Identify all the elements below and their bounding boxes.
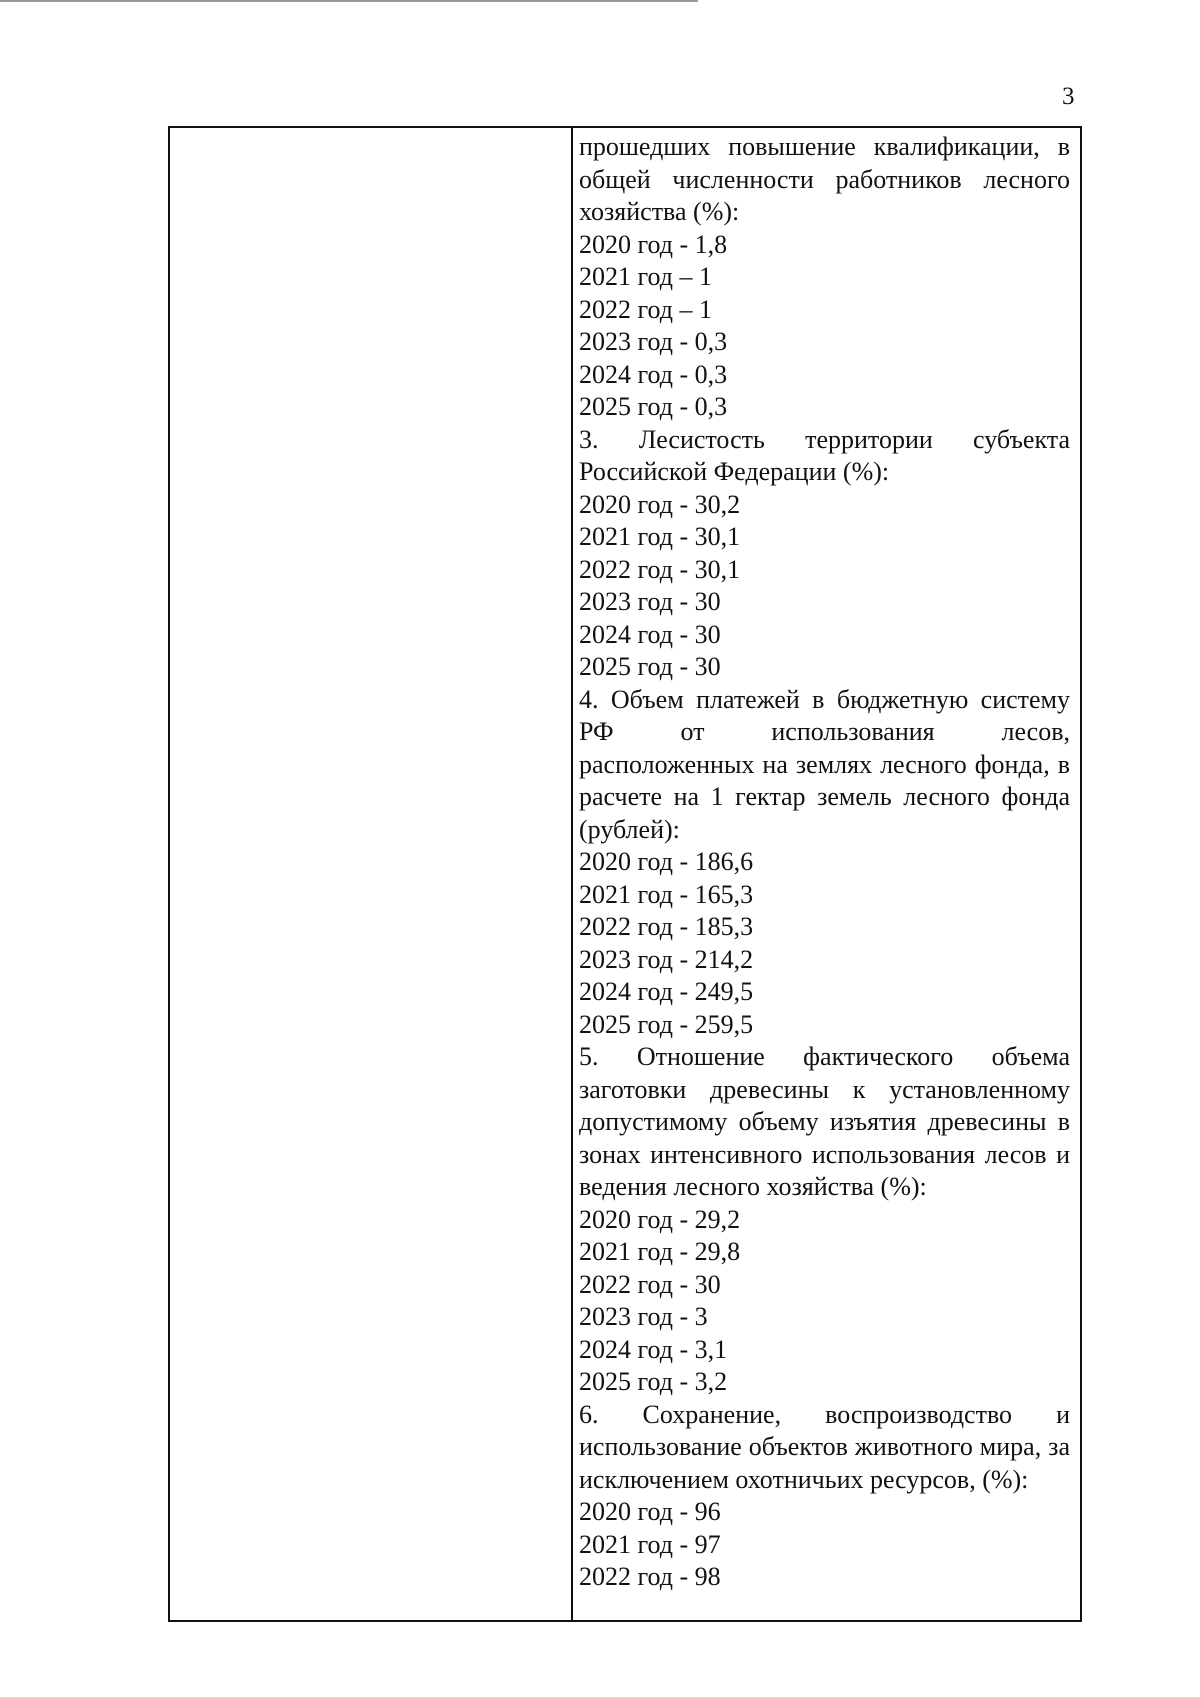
page-number: 3	[1062, 83, 1075, 110]
indicator-value-line: 2025 год - 0,3	[579, 392, 728, 421]
indicator-value-line: 2024 год - 3,1	[579, 1334, 728, 1364]
indicator-value-line: 2020 год - 1,8	[579, 229, 728, 259]
indicator-value-line: 2022 год - 30	[579, 1269, 721, 1299]
indicators-table	[168, 126, 1082, 1622]
indicator-value-line: 2021 год - 97	[579, 1529, 721, 1559]
indicator-value-line: 2020 год - 186,6	[579, 847, 754, 876]
indicator-value-line: 2024 год - 0,3	[579, 359, 728, 389]
indicator-value-line: 2021 год - 30,1	[579, 522, 741, 551]
indicator-value-line: 2023 год - 0,3	[579, 327, 728, 356]
indicator-value-line: 2022 год - 185,3	[579, 912, 754, 941]
indicator-value-line: 2020 год - 96	[579, 1497, 721, 1526]
indicator-heading: 4. Объем платежей в бюджетную систему РФ от использования лесов, расположенных на землях лесного фонда, в расчете на 1 гектар земель лесного фонда (рублей):	[579, 684, 1070, 844]
indicator-heading: 3. Лесистость территории субъекта Российской Федерации (%):	[579, 424, 1070, 486]
indicator-heading: 6. Сохранение, воспроизводство и использование объектов животного мира, за исключением охотничьих ресурсов, (%):	[579, 1399, 1070, 1494]
indicator-value-line: 2025 год - 259,5	[579, 1009, 754, 1039]
indicator-heading: прошедших повышение квалификации, в общей численности работников лесного хозяйства (%):	[579, 132, 1070, 226]
indicator-heading: 5. Отношение фактического объема заготовки древесины к установленному допустимому объему изъятия древесины в зонах интенсивного использования лесов и ведения лесного хозяйства (%):	[579, 1042, 1070, 1201]
indicator-value-line: 2025 год - 3,2	[579, 1367, 728, 1396]
indicator-value-line: 2020 год - 29,2	[579, 1204, 741, 1234]
scan-edge-line	[0, 0, 698, 2]
indicator-value-line: 2022 год - 30,1	[579, 554, 741, 584]
indicator-value-line: 2021 год - 165,3	[579, 879, 754, 909]
indicator-value-line: 2023 год - 214,2	[579, 944, 754, 974]
indicator-value-line: 2022 год – 1	[579, 294, 712, 324]
indicator-value-line: 2025 год - 30	[579, 652, 721, 681]
indicator-value-line: 2024 год - 249,5	[579, 977, 754, 1006]
table-left-cell	[170, 128, 573, 1620]
indicator-value-line: 2020 год - 30,2	[579, 489, 741, 519]
indicator-value-line: 2022 год - 98	[579, 1562, 721, 1591]
indicator-value-line: 2021 год - 29,8	[579, 1237, 741, 1266]
indicator-value-line: 2023 год - 30	[579, 587, 721, 616]
indicator-value-line: 2023 год - 3	[579, 1302, 708, 1331]
indicator-value-line: 2021 год – 1	[579, 262, 712, 291]
indicator-value-line: 2024 год - 30	[579, 619, 721, 649]
table-right-cell	[573, 128, 1080, 1620]
